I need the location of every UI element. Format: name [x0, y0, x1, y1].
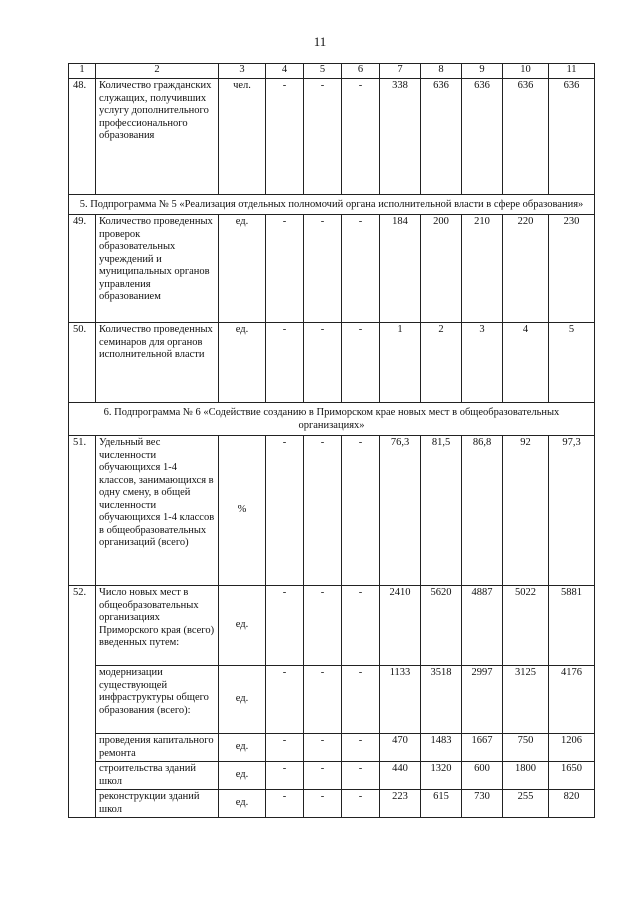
indicator-name: проведения капитального ремонта [96, 734, 219, 762]
value-cell: - [342, 215, 380, 323]
value-cell: 470 [380, 734, 421, 762]
value-cell: - [266, 436, 304, 586]
indicator-name: строительства зданий школ [96, 762, 219, 790]
row-number: 51. [69, 436, 96, 586]
value-cell: 97,3 [549, 436, 595, 586]
value-cell: - [342, 734, 380, 762]
value-cell: 4887 [462, 586, 503, 666]
value-cell: 4176 [549, 666, 595, 734]
row-number: 50. [69, 323, 96, 403]
unit-cell: ед. [219, 666, 266, 734]
value-cell: 200 [421, 215, 462, 323]
header-cell: 7 [380, 64, 421, 79]
unit-cell: ед. [219, 215, 266, 323]
indicator-name: реконструкции зданий школ [96, 790, 219, 818]
indicator-name: Удельный вес численности обучающихся 1-4 классов, занимающихся в одну смену, в общей численности обучающихся 1-4 классов в общеобразовательных организаций (всего) [96, 436, 219, 586]
value-cell: 255 [503, 790, 549, 818]
value-cell: 636 [503, 79, 549, 195]
value-cell: 750 [503, 734, 549, 762]
value-cell: - [266, 762, 304, 790]
header-cell: 11 [549, 64, 595, 79]
value-cell: - [342, 790, 380, 818]
section-row-5 [69, 195, 595, 215]
value-cell: 81,5 [421, 436, 462, 586]
value-cell: 1 [380, 323, 421, 403]
value-cell: 1667 [462, 734, 503, 762]
table-row-50 [69, 323, 595, 403]
header-cell: 2 [96, 64, 219, 79]
value-cell: 615 [421, 790, 462, 818]
value-cell: 5620 [421, 586, 462, 666]
unit-cell: ед. [219, 734, 266, 762]
value-cell: 1133 [380, 666, 421, 734]
value-cell: - [304, 734, 342, 762]
header-cell: 10 [503, 64, 549, 79]
value-cell: - [342, 323, 380, 403]
value-cell: - [342, 762, 380, 790]
value-cell: 230 [549, 215, 595, 323]
indicator-name: Количество проведенных семинаров для органов исполнительной власти [96, 323, 219, 403]
table-row-51 [69, 436, 595, 586]
row-number: 48. [69, 79, 96, 195]
value-cell: - [342, 79, 380, 195]
value-cell: 5881 [549, 586, 595, 666]
value-cell: 86,8 [462, 436, 503, 586]
value-cell: - [266, 790, 304, 818]
unit-cell: ед. [219, 586, 266, 666]
row-number: 52. [69, 586, 96, 818]
value-cell: 820 [549, 790, 595, 818]
header-row [69, 64, 595, 79]
value-cell: - [304, 666, 342, 734]
value-cell: 5022 [503, 586, 549, 666]
row-number: 49. [69, 215, 96, 323]
value-cell: - [266, 734, 304, 762]
value-cell: - [342, 666, 380, 734]
unit-cell: ед. [219, 762, 266, 790]
unit-cell: % [219, 436, 266, 586]
header-cell: 1 [69, 64, 96, 79]
header-cell: 4 [266, 64, 304, 79]
section-row-6 [69, 403, 595, 436]
indicator-name: Количество проведенных проверок образовательных учреждений и муниципальных органов управления образованием [96, 215, 219, 323]
value-cell: - [342, 436, 380, 586]
value-cell: - [304, 215, 342, 323]
value-cell: 2997 [462, 666, 503, 734]
value-cell: 184 [380, 215, 421, 323]
header-cell: 3 [219, 64, 266, 79]
value-cell: - [266, 323, 304, 403]
table-row-52a [69, 666, 595, 734]
value-cell: - [304, 586, 342, 666]
value-cell: - [304, 323, 342, 403]
value-cell: 1206 [549, 734, 595, 762]
table-row-52 [69, 586, 595, 666]
value-cell: 220 [503, 215, 549, 323]
value-cell: - [304, 436, 342, 586]
header-cell: 8 [421, 64, 462, 79]
value-cell: 3518 [421, 666, 462, 734]
value-cell: 2410 [380, 586, 421, 666]
value-cell: 636 [549, 79, 595, 195]
value-cell: - [266, 586, 304, 666]
value-cell: - [266, 79, 304, 195]
value-cell: 440 [380, 762, 421, 790]
section-heading: 6. Подпрограмма № 6 «Содействие созданию в Приморском крае новых мест в общеобразовательных организациях» [69, 403, 595, 436]
value-cell: 1320 [421, 762, 462, 790]
value-cell: 730 [462, 790, 503, 818]
value-cell: 210 [462, 215, 503, 323]
value-cell: 636 [462, 79, 503, 195]
indicator-name: Число новых мест в общеобразовательных организациях Приморского края (всего) введенных путем: [96, 586, 219, 666]
table-row-52d [69, 790, 595, 818]
value-cell: - [266, 215, 304, 323]
value-cell: - [304, 79, 342, 195]
value-cell: 600 [462, 762, 503, 790]
header-cell: 6 [342, 64, 380, 79]
value-cell: 636 [421, 79, 462, 195]
table-row-48 [69, 79, 595, 195]
table-row-49 [69, 215, 595, 323]
value-cell: 4 [503, 323, 549, 403]
page-number: 11 [313, 34, 327, 49]
value-cell: - [304, 762, 342, 790]
value-cell: 1483 [421, 734, 462, 762]
header-cell: 9 [462, 64, 503, 79]
value-cell: 92 [503, 436, 549, 586]
value-cell: - [266, 666, 304, 734]
value-cell: - [342, 586, 380, 666]
indicator-name: модернизации существующей инфраструктуры общего образования (всего): [96, 666, 219, 734]
value-cell: 5 [549, 323, 595, 403]
unit-cell: чел. [219, 79, 266, 195]
indicator-name: Количество гражданских служащих, получивших услугу дополнительного профессионального образования [96, 79, 219, 195]
section-heading: 5. Подпрограмма № 5 «Реализация отдельных полномочий органа исполнительной власти в сфере образования» [69, 195, 595, 215]
value-cell: 3125 [503, 666, 549, 734]
value-cell: 1800 [503, 762, 549, 790]
value-cell: - [304, 790, 342, 818]
unit-cell: ед. [219, 323, 266, 403]
indicators-table [68, 63, 595, 818]
table-row-52b [69, 734, 595, 762]
header-cell: 5 [304, 64, 342, 79]
value-cell: 1650 [549, 762, 595, 790]
value-cell: 76,3 [380, 436, 421, 586]
value-cell: 223 [380, 790, 421, 818]
value-cell: 2 [421, 323, 462, 403]
value-cell: 3 [462, 323, 503, 403]
unit-cell: ед. [219, 790, 266, 818]
table-row-52c [69, 762, 595, 790]
value-cell: 338 [380, 79, 421, 195]
